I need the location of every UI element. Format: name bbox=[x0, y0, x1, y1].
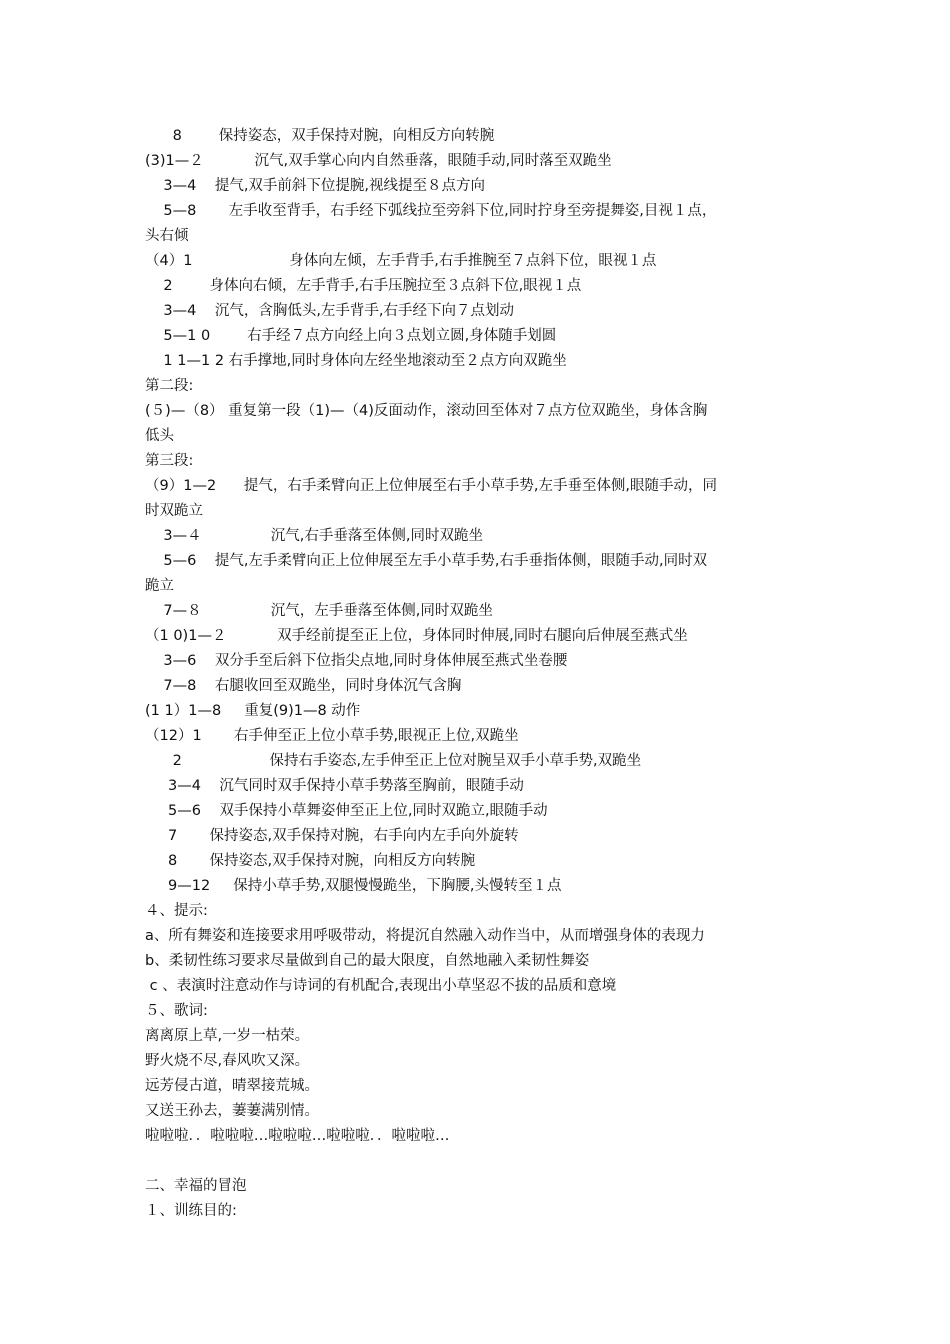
text-line: a、所有舞姿和连接要求用呼吸带动，将提沉自然融入动作当中，从而增强身体的表现力 bbox=[145, 928, 705, 944]
text-line: b、柔韧性练习要求尽量做到自己的最大限度，自然地融入柔韧性舞姿 bbox=[145, 953, 590, 969]
text-line: 9—12 保持小草手势,双腿慢慢跪坐，下胸腰,头慢转至１点 bbox=[145, 878, 562, 894]
text-line: 跪立 bbox=[145, 578, 174, 594]
text-line: 7—８ 沉气，左手垂落至体侧,同时双跪坐 bbox=[145, 603, 493, 619]
text-line: 5—6 提气,左手柔臂向正上位伸展至左手小草手势,右手垂指体侧，眼随手动,同时双 bbox=[145, 553, 708, 569]
section-heading: ５、歌词: bbox=[145, 1003, 208, 1019]
text-line: （9）1—2 提气，右手柔臂向正上位伸展至右手小草手势,左手垂至体侧,眼随手动，同 bbox=[145, 478, 718, 494]
text-line: (５)—（8） 重复第一段（1)—（4)反面动作，滚动回至体对７点方位双跪坐，身体含胸 bbox=[145, 403, 708, 419]
lyric-line: 远芳侵古道，晴翠接荒城。 bbox=[145, 1078, 319, 1094]
text-line: 1 1—1 2 右手撑地,同时身体向左经坐地滚动至２点方向双跪坐 bbox=[145, 353, 567, 369]
text-line: 3—6 双分手至后斜下位指尖点地,同时身体伸展至燕式坐卷腰 bbox=[145, 653, 568, 669]
text-line: 3—４ 沉气,右手垂落至体侧,同时双跪坐 bbox=[145, 528, 484, 544]
lyric-line: 野火烧不尽,春风吹又深。 bbox=[145, 1053, 310, 1069]
text-line: (3)1—２ 沉气,双手掌心向内自然垂落，眼随手动,同时落至双跪坐 bbox=[145, 153, 612, 169]
section-heading: 二、幸福的冒泡 bbox=[145, 1178, 247, 1194]
text-line: 5—6 双手保持小草舞姿伸至正上位,同时双跪立,眼随手动 bbox=[145, 803, 548, 819]
text-line: 5—8 左手收至背手，右手经下弧线拉至旁斜下位,同时拧身至旁提舞姿,目视１点， bbox=[145, 203, 717, 219]
text-line: 8 保持姿态，双手保持对腕，向相反方向转腕 bbox=[145, 128, 495, 144]
text-line: （4）1 身体向左倾，左手背手,右手推腕至７点斜下位，眼视１点 bbox=[145, 253, 657, 269]
lyric-line: 又送王孙去，萋萋满别情。 bbox=[145, 1103, 319, 1119]
text-line: 低头 bbox=[145, 428, 174, 444]
lyric-line: 啦啦啦．．啦啦啦…啦啦啦…啦啦啦．．啦啦啦… bbox=[145, 1128, 450, 1144]
section-heading: 第二段: bbox=[145, 378, 194, 394]
section-heading: 第三段: bbox=[145, 453, 194, 469]
text-line: 头右倾 bbox=[145, 228, 189, 244]
text-line: 7—8 右腿收回至双跪坐，同时身体沉气含胸 bbox=[145, 678, 462, 694]
text-line: 7 保持姿态,双手保持对腕，右手向内左手向外旋转 bbox=[145, 828, 519, 844]
text-line: （12）1 右手伸至正上位小草手势,眼视正上位,双跪坐 bbox=[145, 728, 519, 744]
text-line: 2 保持右手姿态,左手伸至正上位对腕呈双手小草手势,双跪坐 bbox=[145, 753, 642, 769]
section-heading: １、训练目的: bbox=[145, 1203, 237, 1219]
text-line: c 、表演时注意动作与诗词的有机配合,表现出小草坚忍不拔的品质和意境 bbox=[145, 978, 617, 994]
section-heading: ４、提示: bbox=[145, 903, 208, 919]
text-line: 2 身体向右倾，左手背手,右手压腕拉至３点斜下位,眼视１点 bbox=[145, 278, 582, 294]
lyric-line: 离离原上草,一岁一枯荣。 bbox=[145, 1028, 310, 1044]
text-line: 8 保持姿态,双手保持对腕，向相反方向转腕 bbox=[145, 853, 476, 869]
text-line: （1 0)1—２ 双手经前提至正上位，身体同时伸展,同时右腿向后伸展至燕式坐 bbox=[145, 628, 688, 644]
text-line: 3—4 沉气，含胸低头,左手背手,右手经下向７点划动 bbox=[145, 303, 515, 319]
text-line: 3—4 提气,双手前斜下位提腕,视线提至８点方向 bbox=[145, 178, 486, 194]
text-line: 5—1 0 右手经７点方向经上向３点划立圆,身体随手划圆 bbox=[145, 328, 557, 344]
text-line: 时双跪立 bbox=[145, 503, 203, 519]
text-line: (1 1）1—8 重复(9)1—8 动作 bbox=[145, 703, 361, 719]
text-line: 3—4 沉气同时双手保持小草手势落至胸前，眼随手动 bbox=[145, 778, 524, 794]
